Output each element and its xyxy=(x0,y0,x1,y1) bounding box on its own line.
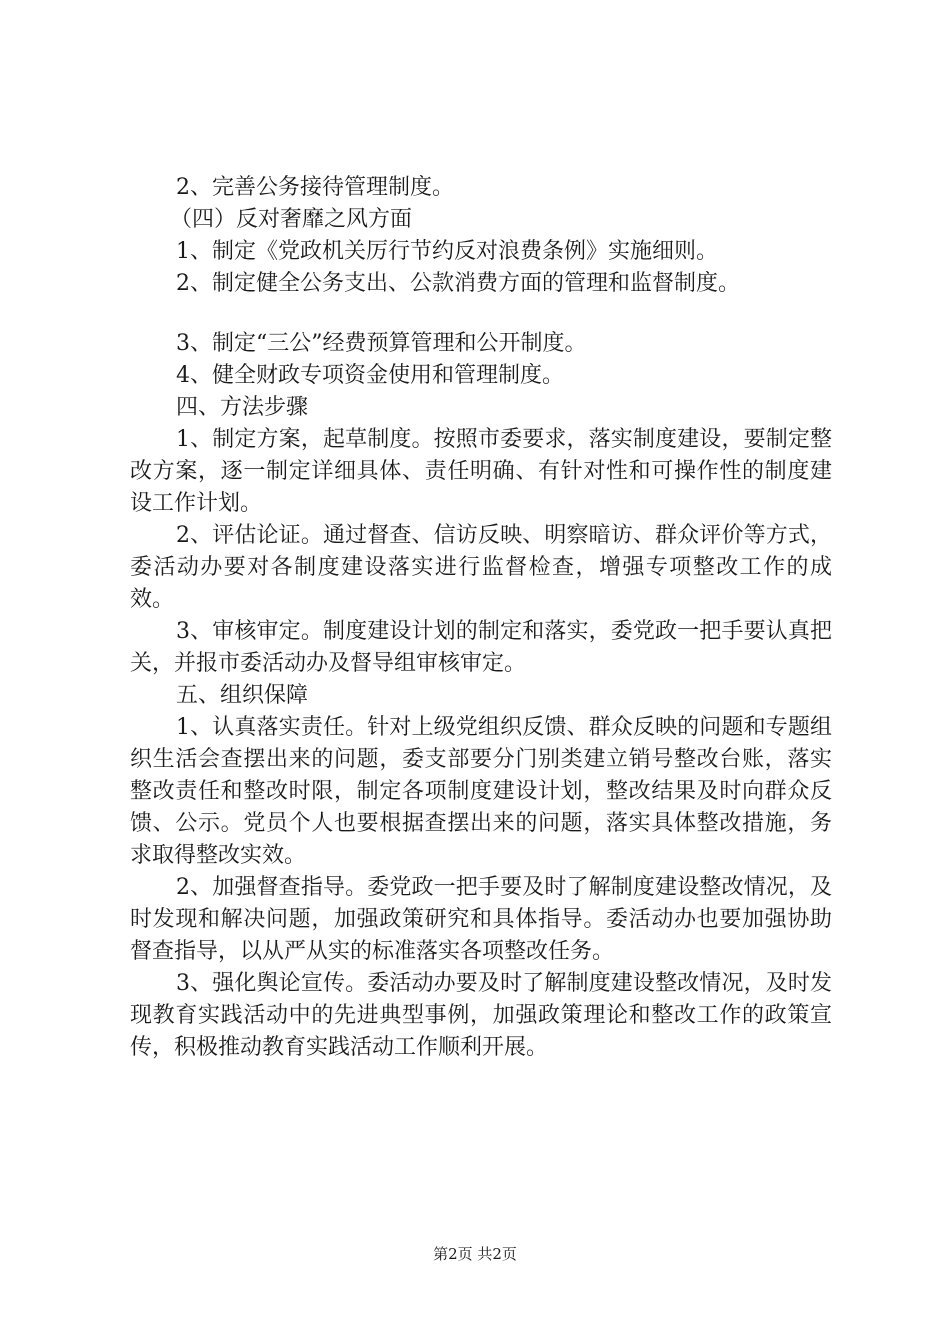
paragraph: 3、强化舆论宣传。委活动办要及时了解制度建设整改情况，及时发现教育实践活动中的先进典型事例，加强政策理论和整改工作的政策宣传，积极推动教育实践活动工作顺利开展。 xyxy=(130,971,832,1060)
subsection-heading: （四）反对奢靡之风方面 xyxy=(170,207,413,232)
list-item: 2、完善公务接待管理制度。 xyxy=(176,175,454,200)
paragraph: 1、认真落实责任。针对上级党组织反馈、群众反映的问题和专题组织生活会查摆出来的问题，委支部要分门别类建立销号整改台账，落实整改责任和整改时限，制定各项制度建设计划，整改结果及时向群众反馈、公示。党员个人也要根据查摆出来的问题，落实具体整改措施，务求取得整改实效。 xyxy=(130,715,832,868)
section-heading: 四、方法步骤 xyxy=(176,395,309,420)
list-item: 1、制定《党政机关厉行节约反对浪费条例》实施细则。 xyxy=(176,239,718,264)
page-number-footer: 第2页 共2页 xyxy=(433,1245,517,1263)
section-heading: 五、组织保障 xyxy=(176,683,309,708)
paragraph: 2、加强督查指导。委党政一把手要及时了解制度建设整改情况，及时发现和解决问题，加强政策研究和具体指导。委活动办也要加强协助督查指导，以从严从实的标准落实各项整改任务。 xyxy=(130,875,832,964)
paragraph-gap xyxy=(130,300,832,328)
document-body xyxy=(130,172,832,1064)
paragraph: 1、制定方案，起草制度。按照市委要求，落实制度建设，要制定整改方案，逐一制定详细具体、责任明确、有针对性和可操作性的制度建设工作计划。 xyxy=(130,427,832,516)
list-item: 2、制定健全公务支出、公款消费方面的管理和监督制度。 xyxy=(176,271,740,296)
list-item: 4、健全财政专项资金使用和管理制度。 xyxy=(176,363,564,388)
paragraph: 3、审核审定。制度建设计划的制定和落实，委党政一把手要认真把关，并报市委活动办及督导组审核审定。 xyxy=(130,619,832,676)
paragraph: 2、评估论证。通过督查、信访反映、明察暗访、群众评价等方式，委活动办要对各制度建设落实进行监督检查，增强专项整改工作的成效。 xyxy=(130,523,832,612)
list-item: 3、制定“三公”经费预算管理和公开制度。 xyxy=(176,331,587,356)
